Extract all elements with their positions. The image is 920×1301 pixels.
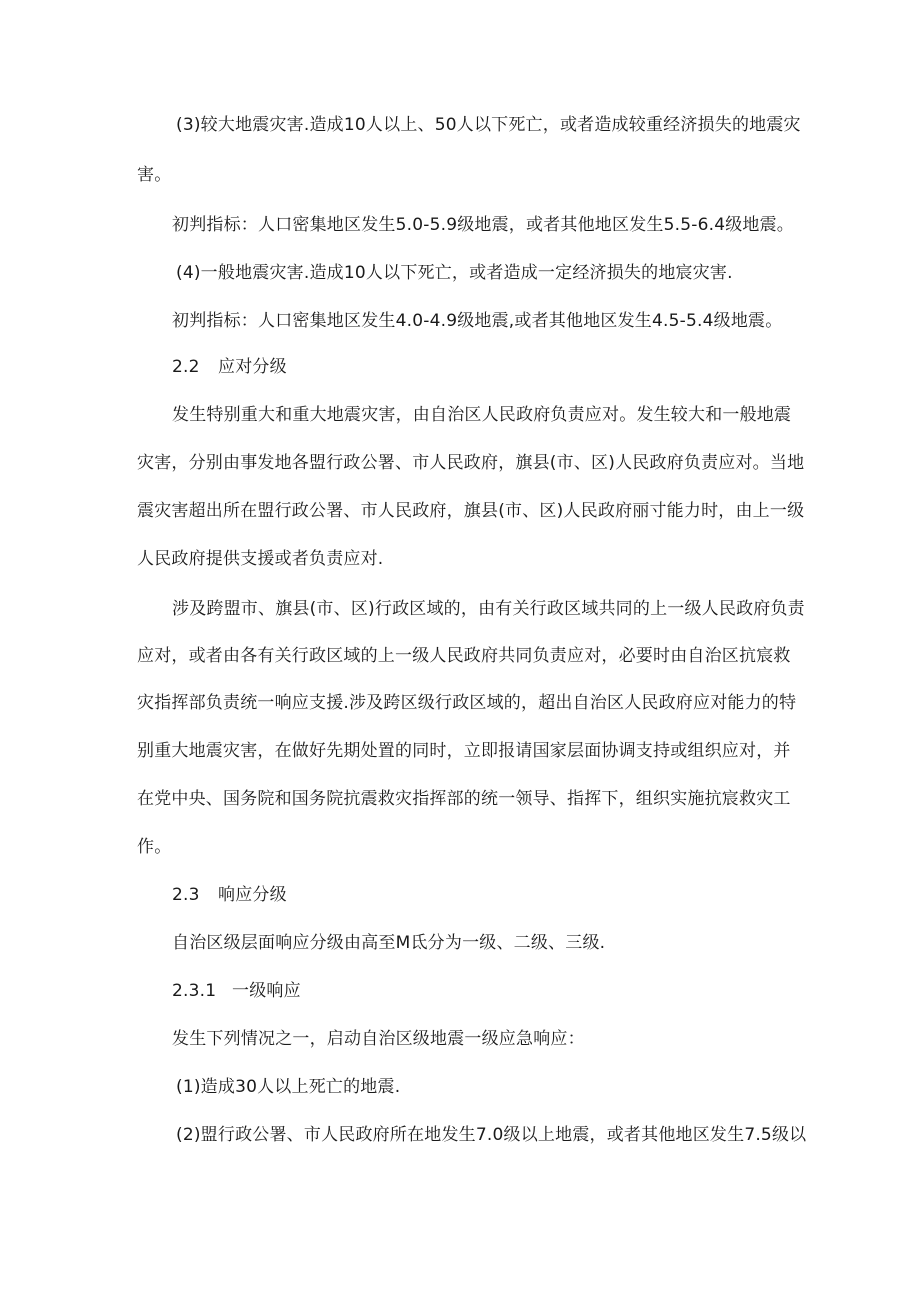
section-title: 响应分级 (218, 885, 287, 905)
paragraph-line: 自治区级层面响应分级由高至M氐分为一级、二级、三级. (172, 933, 606, 953)
paragraph-line: 灾害，分别由事发地各盟行政公署、市人民政府，旗县(市、区)人民政府负责应对。当地 (137, 453, 805, 473)
paragraph-line: 初判指标：人口密集地区发生4.0-4.9级地震,或者其他地区发生4.5-5.4级地震。 (172, 311, 783, 331)
paragraph-line: 人民政府提供支援或者负责应对. (137, 549, 384, 569)
paragraph-line: 应对，或者由各有关行政区域的上一级人民政府共同负责应对，必要时由自治区抗宸救 (137, 646, 791, 666)
paragraph-line: 初判指标：人口密集地区发生5.0-5.9级地震，或者其他地区发生5.5-6.4级地震。 (172, 215, 795, 235)
section-number: 2.3.1 (172, 981, 217, 1001)
section-title: 一级响应 (232, 981, 301, 1001)
paragraph-line: (2)盟行政公署、市人民政府所在地发生7.0级以上地震，或者其他地区发生7.5级以 (176, 1125, 807, 1145)
paragraph-line: (3)较大地震灾害.造成10人以上、50人以下死亡，或者造成较重经济损失的地震灾 (176, 115, 801, 135)
paragraph-line: 震灾害超出所在盟行政公署、市人民政府，旗县(市、区)人民政府丽寸能力时，由上一级 (137, 501, 805, 521)
paragraph-line: 在党中央、国务院和国务院抗震救灾指挥部的统一领导、指挥下，组织实施抗宸救灾工 (137, 789, 791, 809)
paragraph-line: 别重大地震灾害，在做好先期处置的同时，立即报请国家层面协调支持或组织应对，并 (137, 741, 791, 761)
section-number: 2.2 (172, 357, 200, 377)
section-heading (172, 355, 287, 379)
section-heading (172, 979, 301, 1003)
paragraph-line: 发生特别重大和重大地震灾害，由自治区人民政府负责应对。发生较大和一般地震 (172, 405, 792, 425)
section-number: 2.3 (172, 885, 200, 905)
section-title: 应对分级 (218, 357, 287, 377)
paragraph-line: (4)一般地震灾害.造成10人以下死亡，或者造成一定经济损失的地宸灾害. (176, 263, 733, 283)
section-heading (172, 883, 287, 907)
paragraph-line: 发生下列情况之一，启动自治区级地震一级应急响应： (172, 1029, 585, 1049)
paragraph-line: (1)造成30人以上死亡的地震. (176, 1077, 401, 1097)
paragraph-line: 害。 (137, 165, 172, 185)
paragraph-line: 灾指挥部负责统一响应支援.涉及跨区级行政区域的，超出自治区人民政府应对能力的特 (137, 693, 797, 713)
paragraph-line: 涉及跨盟市、旗县(市、区)行政区域的，由有关行政区域共同的上一级人民政府负责 (172, 599, 805, 619)
paragraph-line: 作。 (137, 837, 172, 857)
